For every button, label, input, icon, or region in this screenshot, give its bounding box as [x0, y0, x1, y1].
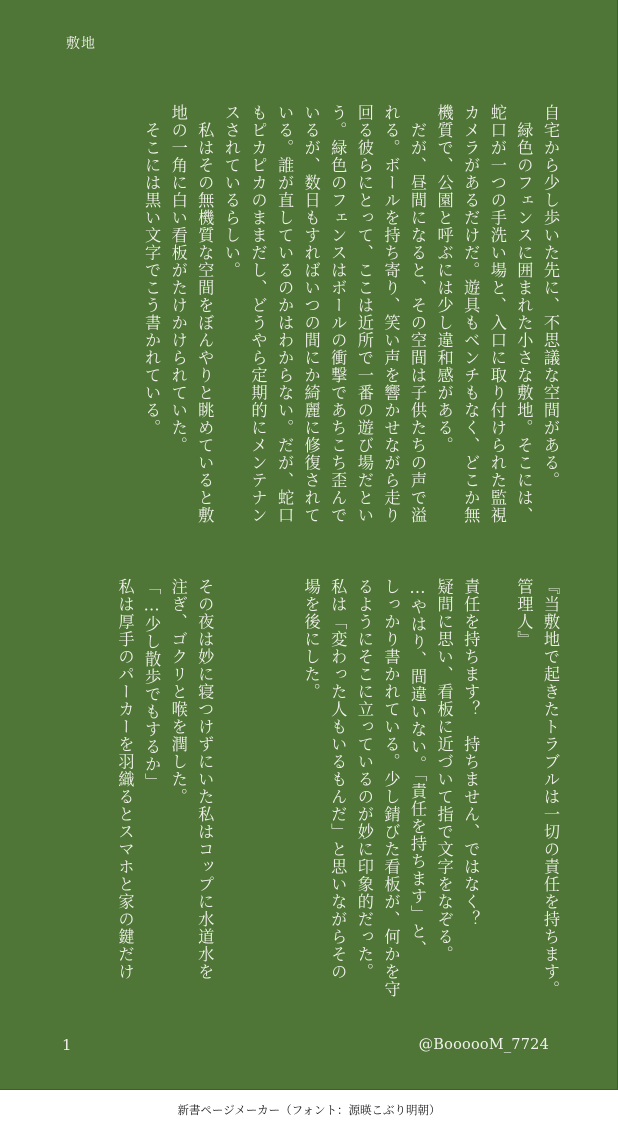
lower-text-block — [53, 578, 563, 1010]
blank-column — [483, 578, 510, 1010]
blank-column — [270, 578, 297, 1010]
text-column: スされているらしい。 — [221, 104, 241, 279]
upper-text-block — [53, 104, 563, 524]
text-column: 注ぎ、ゴクリと喉を潤した。 — [168, 578, 188, 806]
text-column: その夜は妙に寝つけずにいた私はコップに水道水を — [195, 578, 215, 981]
text-column: 自宅から少し歩いた先に、不思議な空間がある。 — [541, 104, 560, 489]
text-column: いる。誰が直しているのかはわからない。だが、蛇口 — [275, 104, 295, 524]
text-column: 機質で、公園と呼ぶには少し違和感がある。 — [434, 104, 454, 454]
text-column: 管理人』 — [514, 578, 534, 648]
text-column: 疑問に思い、看板に近づいて指で文字をなぞる。 — [434, 578, 454, 963]
text-column: う。緑色のフェンスはボールの衝撃であちこち歪んで — [328, 104, 348, 524]
text-column: だが、昼間になると、その空間は子供たちの声で溢 — [408, 104, 428, 524]
text-column: 責任を持ちます？ 持ちません、ではなく？ — [461, 578, 481, 928]
text-column: 緑色のフェンスに囲まれた小さな敷地。そこには、 — [514, 104, 534, 524]
generator-caption: 新書ページメーカー（フォント：源暎こぶり明朝） — [177, 1103, 441, 1117]
text-column: 私はその無機質な空間をぼんやりと眺めていると敷 — [195, 104, 215, 524]
text-column: 「…少し散歩でもするか」 — [142, 578, 162, 791]
text-column: 私は「変わった人もいるもんだ」と思いながらその — [328, 578, 348, 981]
text-column: …やはり、間違いない。「責任を持ちます」と、 — [408, 578, 428, 958]
text-column: 回る彼らにとって、ここは近所で一番の遊び場だとい — [354, 104, 374, 524]
text-column: もピカピカのままだし、どうやら定期的にメンテナン — [248, 104, 268, 524]
text-column: 地の一角に白い看板がたけかけられていた。 — [168, 104, 188, 454]
blank-column — [244, 578, 271, 1010]
text-column: 『当敷地で起きたトラブルは一切の責任を持ちます。 — [541, 578, 560, 998]
text-column: れる。ボールを持ち寄り、笑い声を響かせながら走り — [381, 104, 401, 524]
blank-column — [217, 578, 244, 1010]
text-column: しっかり書かれている。少し錆びた看板が、何かを守 — [381, 578, 401, 998]
text-column: いるが、数日もすればいつの間にか綺麗に修復されて — [301, 104, 321, 524]
text-column: るようにそこに立っているのが妙に印象的だった。 — [354, 578, 374, 981]
text-column: カメラがあるだけだ。遊具もベンチもなく、どこか無 — [461, 104, 481, 524]
author-handle: @BoooooM_7724 — [418, 1037, 549, 1053]
text-column: そこには黒い文字でこう書かれている。 — [142, 104, 162, 437]
chapter-title: 敷地 — [66, 36, 96, 52]
page-number: 1 — [62, 1036, 72, 1054]
text-column: 場を後にした。 — [301, 578, 321, 701]
text-column: 蛇口が一つの手洗い場と、入口に取り付けられた監視 — [487, 104, 507, 524]
text-column: 私は厚手のパーカーを羽織るとスマホと家の鍵だけ — [115, 578, 135, 981]
